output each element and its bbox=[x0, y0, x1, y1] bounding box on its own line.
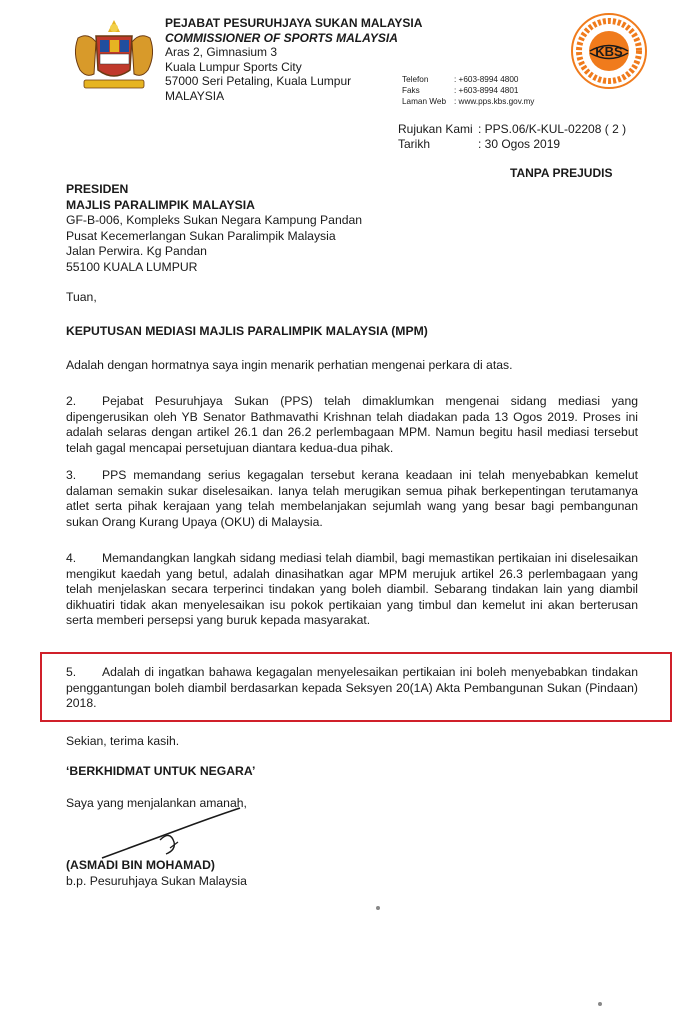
date-row bbox=[398, 137, 626, 152]
closing-line: Sekian, terima kasih. bbox=[66, 734, 180, 748]
paragraph-number: 4. bbox=[66, 551, 77, 565]
reference-number: : PPS.06/K-KUL-02208 ( 2 ) bbox=[478, 122, 627, 136]
paragraph-text: PPS memandang serius kegagalan tersebut kerana keadaan ini telah menyebabkan kemelut dalaman semakin sukar diselesaikan. Ianya telah merugikan semua pihak berkepentingan terutamanya atlet serta pihak kerajaan yang telah membelanjakan sejumlah wang yang besar bagi pembangunan sukan Orang Kurang Upaya (OKU) di Malaysia. bbox=[66, 468, 638, 529]
recipient-address-line: GF-B-006, Kompleks Sukan Negara Kampung Pandan bbox=[66, 213, 363, 228]
kbs-logo-text: KBS bbox=[595, 44, 623, 59]
trust-line: Saya yang menjalankan amanah, bbox=[66, 796, 247, 810]
recipient-address-line: 55100 KUALA LUMPUR bbox=[66, 259, 198, 274]
signatory-role: b.p. Pesuruhjaya Sukan Malaysia bbox=[66, 874, 247, 888]
contact-label: Telefon bbox=[402, 75, 429, 84]
paragraph-text: Memandangkan langkah sidang mediasi telah diambil, bagi memastikan pertikaian ini diselesaikan mengikut kaedah yang betul, adalah dinasihatkan agar MPM merujuk artikel 26.3 perlembagaan yang telah menjelaskan secara terperinci tindakan yang boleh diambil. Sebarang tindakan lain yang diambil dikhuatiri tidak akan menyelesaikan isu pokok pertikaian yang timbul dan kemelut ini akan berterusan serta memberi persepsi yang buruk kepada masyarakat. bbox=[66, 551, 638, 628]
paragraph-number: 3. bbox=[66, 468, 77, 482]
date-value: : 30 Ogos 2019 bbox=[478, 137, 561, 151]
contact-label: Laman Web bbox=[402, 97, 446, 106]
recipient-title: PRESIDEN bbox=[66, 182, 129, 196]
reference-row bbox=[398, 122, 626, 137]
recipient-org: MAJLIS PARALIMPIK MALAYSIA bbox=[66, 197, 255, 212]
intro-paragraph: Adalah dengan hormatnya saya ingin menarik perhatian mengenai perkara di atas. bbox=[66, 358, 513, 372]
contact-label: Faks bbox=[402, 86, 420, 95]
org-name-english: COMMISSIONER OF SPORTS MALAYSIA bbox=[165, 30, 398, 45]
contact-phone bbox=[402, 74, 534, 85]
paragraph-text: Pejabat Pesuruhjaya Sukan (PPS) telah dimaklumkan mengenai sidang mediasi yang dipengerusikan oleh YB Senator Bathmavathi Krishnan telah diadakan pada 13 Ogos 2019. Proses ini adalah selaras dengan artikel 26.1 dan 26.2 perlembagaan MPM. Namun begitu hasil mediasi tersebut telah gagal mencapai persetujuan diantara kedua-dua pihak. bbox=[66, 394, 638, 455]
paragraph-number: 2. bbox=[66, 394, 77, 408]
reference-block bbox=[398, 122, 626, 152]
kbs-logo-icon bbox=[570, 12, 648, 90]
scan-smudge bbox=[598, 1002, 602, 1006]
contact-block bbox=[402, 74, 534, 107]
motto: ‘BERKHIDMAT UNTUK NEGARA’ bbox=[66, 764, 256, 778]
paragraph-4 bbox=[66, 551, 638, 629]
organization-block bbox=[165, 16, 422, 103]
signatory-name: (ASMADI BIN MOHAMAD) bbox=[66, 858, 215, 872]
org-name-malay: PEJABAT PESURUHJAYA SUKAN MALAYSIA bbox=[165, 16, 423, 30]
contact-value: : www.pps.kbs.gov.my bbox=[454, 97, 535, 106]
date-label: Tarikh bbox=[398, 137, 431, 151]
contact-fax bbox=[402, 85, 534, 96]
address-line: Kuala Lumpur Sports City bbox=[165, 59, 302, 74]
paragraph-3 bbox=[66, 468, 638, 530]
contact-website bbox=[402, 96, 534, 107]
recipient-address-line: Jalan Perwira. Kg Pandan bbox=[66, 244, 207, 259]
salutation: Tuan, bbox=[66, 290, 97, 304]
address-line: Aras 2, Gimnasium 3 bbox=[165, 45, 278, 59]
scan-smudge bbox=[376, 906, 380, 910]
paragraph-number: 5. bbox=[66, 665, 77, 679]
contact-value: : +603-8994 4800 bbox=[454, 75, 519, 84]
classification-label: TANPA PREJUDIS bbox=[510, 166, 613, 180]
paragraph-2 bbox=[66, 394, 638, 456]
coat-of-arms-icon bbox=[70, 18, 158, 94]
address-line: 57000 Seri Petaling, Kuala Lumpur bbox=[165, 74, 352, 88]
recipient-address-line: Pusat Kecemerlangan Sukan Paralimpik Malaysia bbox=[66, 228, 336, 243]
recipient-block bbox=[66, 182, 362, 276]
reference-label: Rujukan Kami bbox=[398, 122, 473, 136]
paragraph-text: Adalah di ingatkan bahawa kegagalan menyelesaikan pertikaian ini boleh menyebabkan tindakan penggantungan boleh diambil berdasarkan kepada Seksyen 20(1A) Akta Pembangunan Sukan (Pindaan) 2018. bbox=[66, 665, 638, 711]
address-line: MALAYSIA bbox=[165, 88, 225, 103]
paragraph-5 bbox=[66, 665, 638, 712]
contact-value: : +603-8994 4801 bbox=[454, 86, 519, 95]
subject-line: KEPUTUSAN MEDIASI MAJLIS PARALIMPIK MALAYSIA (MPM) bbox=[66, 324, 428, 338]
